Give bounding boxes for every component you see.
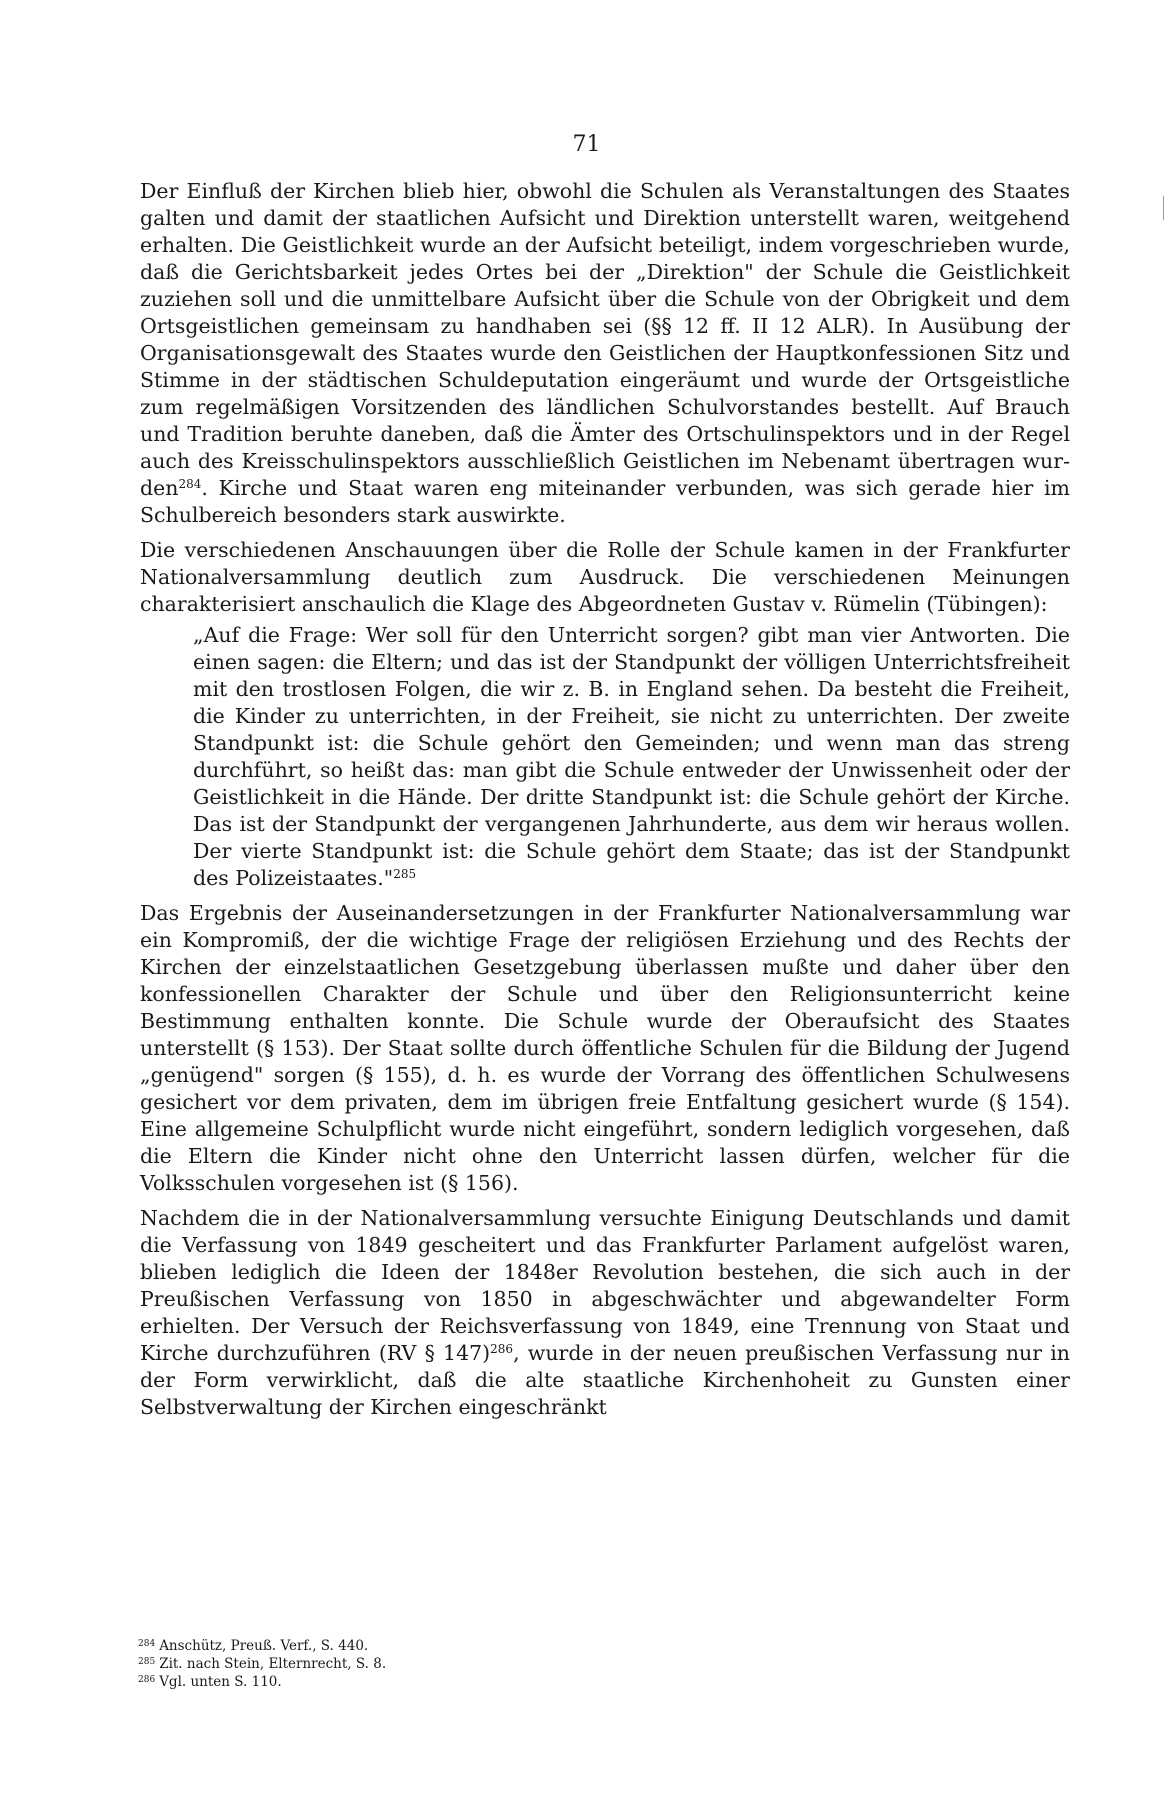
paragraph-text: Die verschiedenen Anschauungen über die Rolle der Schule kamen in der Frankfurter Nationalversammlung deutlich zum Ausdruck. Die verschiedenen Meinungen charakterisiert anschaulich die Klage des Abgeordneten Gustav v. Rümelin (Tübingen): [140,538,1070,616]
paragraph-text-continued: . Kirche und Staat waren eng miteinander verbunden, was sich gerade hier im Schulbereich besonders stark auswirkte. [140,476,1070,527]
footnote-285 [138,1654,738,1672]
margin-mark [1163,196,1164,220]
paragraph-text-continued: , wurde in der neuen preußischen Verfassung nur in der Form verwirklicht, daß die alte staatliche Kirchenhoheit zu Gunsten einer Selbstverwaltung der Kirchen eingeschränkt [140,1341,1070,1419]
footnote-text: Zit. nach Stein, Elternrecht, S. 8. [159,1656,387,1672]
block-quote-ruemelin [193,622,1070,892]
footnote-286 [138,1672,738,1690]
quote-text: „Auf die Frage: Wer soll für den Unterricht sorgen? gibt man vier Antworten. Die einen sagen: die Eltern; und das ist der Standpunkt der völligen Unterrichtsfreiheit mit den trostlosen Folgen, die wir z. B. in England sehen. Da besteht die Freiheit, die Kinder zu unterrichten, in der Freiheit, sie nicht zu unterrichten. Der zweite Standpunkt ist: die Schule gehört den Gemeinden; und wenn man das streng durchführt, so heißt das: man gibt die Schule entweder der Unwissenheit oder der Geistlichkeit in die Hände. Der dritte Standpunkt ist: die Schule gehört der Kirche. Das ist der Standpunkt der vergangenen Jahrhunderte, aus dem wir heraus wollen. Der vierte Standpunkt ist: die Schule gehört dem Staate; das ist der Standpunkt des Polizeistaates." [193,623,1070,890]
page-number: 71 [572,132,601,157]
footnotes [138,1636,738,1690]
paragraph-text: Das Ergebnis der Auseinandersetzungen in der Frankfurter Nationalversammlung war ein Kompromiß, der die wichtige Frage der religiösen Erziehung und des Rechts der Kirchen der einzelstaatlichen Gesetzgebung überlassen mußte und daher über den konfessionellen Charakter der Schule und über den Religionsunterricht keine Bestimmung enthalten konnte. Die Schule wurde der Oberaufsicht des Staates unterstellt (§ 153). Der Staat sollte durch öffentliche Schulen für die Bildung der Jugend „genügend" sorgen (§ 155), d. h. es wurde der Vorrang des öffentlichen Schulwesens gesichert vor dem privaten, dem im übrigen freie Entfaltung gesichert wurde (§ 154). Eine allgemeine Schulpflicht wurde nicht eingeführt, sondern lediglich vorgesehen, daß die Eltern die Kinder nicht ohne den Unterricht lassen dürfen, welcher für die Volksschulen vorgesehen ist (§ 156). [140,901,1070,1195]
footnote-mark: 285 [138,1657,156,1667]
footnote-text: Vgl. unten S. 110. [159,1674,282,1690]
paragraph-prussian-constitution [140,1205,1070,1421]
paragraph-frankfurt-views [140,537,1070,618]
footnote-text: Anschütz, Preuß. Verf., S. 440. [159,1638,369,1654]
paragraph-church-influence [140,178,1070,529]
footnote-ref-284: 284 [178,477,202,491]
footnote-ref-286: 286 [490,1342,514,1356]
paragraph-text: Der Einfluß der Kirchen blieb hier, obwohl die Schulen als Veranstaltungen des Staates galten und damit der staatlichen Aufsicht und Direktion unterstellt waren, weitgehend erhalten. Die Geistlichkeit wurde an der Aufsicht beteiligt, indem vorgeschrieben wurde, daß die Gerichtsbarkeit jedes Ortes bei der „Direktion" der Schule die Geistlichkeit zuziehen soll und die unmittelbare Aufsicht über die Schule von der Obrigkeit und dem Ortsgeistlichen gemeinsam zu handhaben sei (§§ 12 ff. II 12 ALR). In Ausübung der Organisationsgewalt des Staates wurde den Geistlichen der Hauptkonfessionen Sitz und Stimme in der städtischen Schuldeputation eingeräumt und wurde der Ortsgeistliche zum regelmäßigen Vorsitzenden des ländlichen Schulvorstandes bestellt. Auf Brauch und Tradition beruhte daneben, daß die Ämter des Ortschulinspektors und in der Regel auch des Kreisschulinspektors ausschließlich Geistlichen im Nebenamt übertragen wurden [140,179,1070,500]
paragraph-text: Nachdem die in der Nationalversammlung versuchte Einigung Deutschlands und damit die Verfassung von 1849 gescheitert und das Frankfurter Parlament aufgelöst waren, blieben lediglich die Ideen der 1848er Revolution bestehen, die sich auch in der Preußischen Verfassung von 1850 in abgeschwächter und abgewandelter Form erhielten. Der Versuch der Reichsverfassung von 1849, eine Trennung von Staat und Kirche durchzuführen (RV § 147) [140,1206,1070,1365]
footnote-284 [138,1636,738,1654]
footnote-ref-285: 285 [393,867,417,881]
footnote-mark: 286 [138,1675,156,1685]
footnote-mark: 284 [138,1639,156,1649]
paragraph-compromise [140,900,1070,1197]
body-text [140,178,1070,1421]
